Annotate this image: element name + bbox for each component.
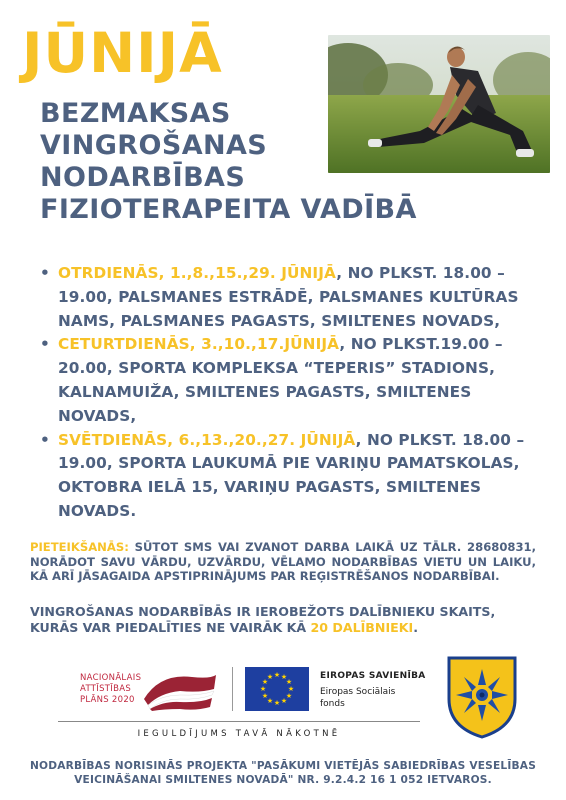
- signup-label: PIETEIKŠANĀS:: [30, 540, 129, 554]
- eu-title: EIROPAS SAVIENĪBA: [320, 671, 426, 681]
- participant-limit: [30, 604, 536, 636]
- schedule-details: , NO PLKST. 18.00 – 19.00, SPORTA LAUKUMĀ PIE VARIŅU PAMATSKOLAS, OKTOBRA IELĀ 15, VARIŅU PAGASTS, SMILTENES NOVADS.: [58, 430, 525, 520]
- svg-text:★: ★: [261, 692, 269, 700]
- headline-line: VINGROŠANAS: [40, 130, 268, 161]
- signup-paragraph: [30, 540, 536, 584]
- eu-sub-line: Eiropas Sociālais: [320, 687, 396, 697]
- sponsor-logos: [0, 655, 566, 750]
- limit-highlight: 20 DALĪBNIEKI: [310, 620, 414, 635]
- svg-text:★: ★: [280, 673, 288, 681]
- headline-line: NODARBĪBAS: [40, 162, 246, 193]
- nap-flag-icon: [140, 669, 220, 711]
- svg-text:★: ★: [287, 685, 295, 693]
- logo-divider: [232, 667, 233, 711]
- svg-text:★: ★: [285, 678, 293, 686]
- smiltene-coat-of-arms-icon: [446, 655, 518, 739]
- invest-tagline: IEGULDĪJUMS TAVĀ NĀKOTNĒ: [137, 729, 341, 739]
- svg-text:★: ★: [259, 685, 267, 693]
- svg-text:★: ★: [280, 697, 288, 705]
- schedule-dates: OTRDIENĀS, 1.,8.,15.,29. JŪNIJĀ: [58, 264, 337, 282]
- svg-text:★: ★: [261, 678, 269, 686]
- headline-line: BEZMAKSAS: [40, 98, 231, 129]
- svg-text:★: ★: [273, 699, 281, 707]
- svg-text:★: ★: [266, 697, 274, 705]
- svg-text:★: ★: [266, 673, 274, 681]
- nap-line: ATTĪSTĪBAS: [80, 684, 132, 694]
- schedule-item: [36, 333, 536, 428]
- svg-text:★: ★: [273, 671, 281, 679]
- limit-text: VINGROŠANAS NODARBĪBĀS IR IEROBEŽOTS DALĪBNIEKU SKAITS, KURĀS VAR PIEDALĪTIES NE VAIRĀK KĀ: [30, 604, 496, 635]
- eu-sub-line: fonds: [320, 699, 345, 709]
- nap-line: NACIONĀLAIS: [80, 673, 142, 683]
- headline: [40, 98, 510, 226]
- schedule-dates: CETURTDIENĀS, 3.,10.,17.JŪNIJĀ: [58, 335, 340, 354]
- limit-end: .: [413, 620, 418, 635]
- schedule-details: , NO PLKST. 18.00 – 19.00, PALSMANES ESTRĀDĒ, PALSMANES KULTŪRAS NAMS, PALSMANES PAGASTS, SMILTENES NOVADS,: [58, 264, 519, 330]
- schedule-dates: SVĒTDIENĀS, 6.,13.,20.,27. JŪNIJĀ: [58, 430, 356, 449]
- tagline-rule: [58, 721, 420, 722]
- headline-line: FIZIOTERAPEITA VADĪBĀ: [40, 194, 417, 225]
- schedule-item: [36, 429, 536, 524]
- svg-text:★: ★: [285, 692, 293, 700]
- nap-line: PLĀNS 2020: [80, 695, 135, 705]
- footer-note: NODARBĪBAS NORISINĀS PROJEKTA "PASĀKUMI VIETĒJĀS SABIEDRĪBAS VESELĪBAS VEICINĀŠANAI SMILTENES NOVADĀ" NR. 9.2.4.2 16 1 052 IETVAROS.: [29, 760, 537, 786]
- signup-text: SŪTOT SMS VAI ZVANOT DARBA LAIKĀ UZ TĀLR. 28680831, NORĀDOT SAVU VĀRDU, UZVĀRDU, VĒLAMO NODARBĪBAS VIETU UN LAIKU, KĀ ARĪ JĀSAGAIDA APSTIPRINĀJUMS PAR REĢISTRĒŠANOS NODARBĪBAI.: [30, 540, 536, 584]
- schedule-details: , NO PLKST.19.00 – 20.00, SPORTA KOMPLEKSA “TEPERIS” STADIONS, KALNAMUIŽA, SMILTENES PAGASTS, SMILTENES NOVADS,: [58, 335, 503, 425]
- nap-logo-text: [80, 673, 141, 706]
- eu-flag-icon: [245, 667, 309, 711]
- month-title: JŪNIJĀ: [22, 21, 223, 85]
- schedule-list: [36, 262, 536, 524]
- eu-subtitle: [320, 686, 395, 710]
- eu-stars-icon: [245, 667, 309, 711]
- schedule-item: [36, 262, 536, 333]
